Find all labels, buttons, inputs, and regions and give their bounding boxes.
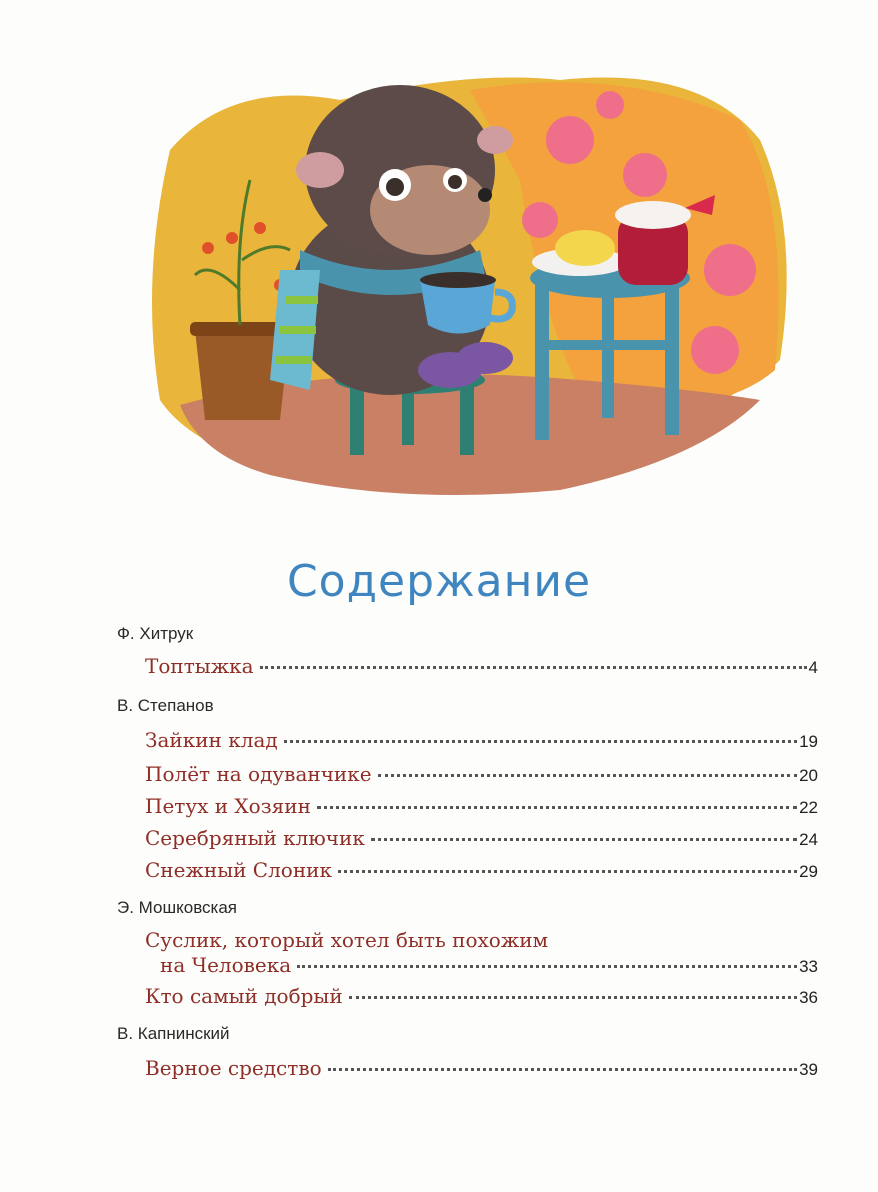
author-stepanov: В. Степанов: [117, 696, 214, 715]
entry-title: Зайкин клад: [145, 728, 278, 752]
toc-entry[interactable]: [145, 858, 818, 882]
leader-dots: [328, 1068, 797, 1071]
author-khitruk: Ф. Хитрук: [117, 624, 194, 643]
leader-dots: [338, 870, 797, 873]
leader-dots: [317, 806, 797, 809]
entry-title: Снежный Слоник: [145, 858, 333, 882]
entry-page: 22: [799, 798, 818, 817]
toc-entry[interactable]: [160, 953, 818, 977]
entry-page: 19: [799, 732, 818, 751]
toc-entry[interactable]: [145, 794, 818, 818]
author-moshkovskaya: Э. Мошковская: [117, 898, 238, 917]
entry-title: Полёт на одуванчике: [145, 762, 372, 786]
leader-dots: [297, 965, 797, 968]
toc-entry[interactable]: [145, 984, 818, 1008]
entry-page: 24: [799, 830, 818, 849]
entry-title: Петух и Хозяин: [145, 794, 311, 818]
entry-title: Кто самый добрый: [145, 984, 343, 1008]
entry-page: 36: [799, 988, 818, 1007]
leader-dots: [349, 996, 797, 999]
toc-entry[interactable]: [145, 1056, 818, 1080]
entry-page: 29: [799, 862, 818, 881]
leader-dots: [260, 666, 807, 669]
entry-page: 39: [799, 1060, 818, 1079]
author-kapninsky: В. Капнинский: [117, 1024, 230, 1043]
entry-page: 33: [799, 957, 818, 976]
toc-entry[interactable]: [145, 826, 818, 850]
entry-title-line1[interactable]: Суслик, который хотел быть похожим: [145, 928, 549, 952]
entry-title: Верное средство: [145, 1056, 322, 1080]
entry-page: 20: [799, 766, 818, 785]
page-title: Содержание: [286, 556, 592, 607]
entry-title: на Человека: [160, 953, 292, 977]
leader-dots: [371, 838, 797, 841]
toc-entry[interactable]: [145, 728, 818, 752]
entry-title: Топтыжка: [145, 654, 254, 678]
toc-entry[interactable]: [145, 654, 818, 678]
leader-dots: [284, 740, 797, 743]
entry-title: Серебряный ключик: [145, 826, 365, 850]
leader-dots: [378, 774, 797, 777]
toc-entry[interactable]: [145, 762, 818, 786]
entry-page: 4: [808, 658, 818, 677]
